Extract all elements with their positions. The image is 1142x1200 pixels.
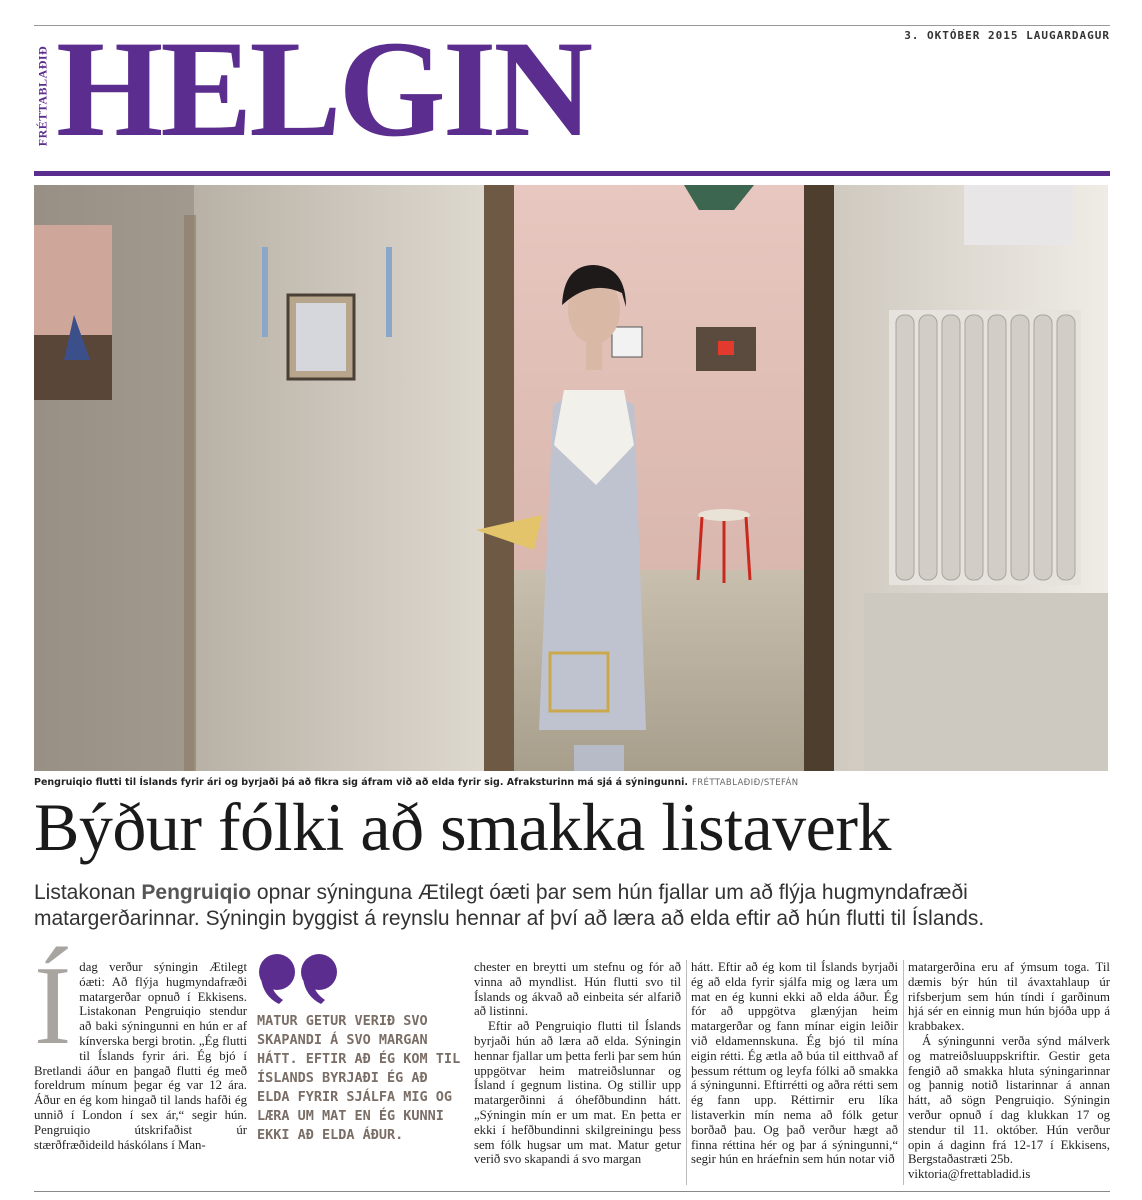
pull-quote-text: MATUR GETUR VERIÐ SVO SKAPANDI Á SVO MARGAN HÁTT. EFTIR AÐ ÉG KOM TIL ÍSLANDS BYRJAÐI ÉG AÐ ELDA FYRIR SJÁLFA MIG OG LÆRA UM MAT EN ÉG KUNNI EKKI AÐ ELDA ÁÐUR.: [257, 1013, 461, 1143]
vertical-brand: [30, 40, 56, 152]
bottom-rule: [34, 1191, 1110, 1192]
lede-prefix: Listakonan: [34, 881, 142, 904]
pull-quote: [257, 952, 465, 1145]
article-photo: [34, 185, 1108, 771]
body-column-5: [908, 960, 1110, 1182]
photo-illustration: [34, 185, 1108, 771]
issue-date: 3. OKTÓBER 2015 LAUGARDAGUR: [904, 29, 1110, 42]
drop-cap: Í: [34, 944, 72, 1068]
body-column-3: [474, 960, 681, 1167]
body-paragraph: Á sýningunni verða sýnd málverk og matreiðsluuppskriftir. Gestir geta fengið að smakka hluta sýningarinnar og þannig notið listarinnar á annan hátt, að sögn Pengruiqio. Sýningin verður opnuð í dag klukkan 17 og stendur til 11. október. Hún verður opin á daginn frá 12-17 í Ekkisens, Bergstaðastræti 25b.: [908, 1033, 1110, 1167]
photo-caption-text: Pengruiqio flutti til Íslands fyrir ári og byrjaði þá að fikra sig áfram við að elda fyrir sig. Afraksturinn má sjá á sýningunni.: [34, 777, 688, 788]
body-paragraph: chester en breytti um stefnu og fór að vinna að myndlist. Hún flutti svo til Íslands og ákvað að einbeita sér alfarið að listinni.: [474, 960, 681, 1019]
column-divider: [686, 960, 687, 1185]
masthead-title: HELGIN: [56, 12, 591, 165]
masthead-rule: [34, 171, 1110, 176]
vertical-brand-text: FRÉTTABLAÐIÐ: [35, 45, 50, 147]
body-column-4: [691, 960, 898, 1167]
column-divider: [903, 960, 904, 1185]
body-paragraph: Eftir að Pengruiqio flutti til Íslands byrjaði hún að læra að elda. Sýningin hennar fjallar um þetta ferli þar sem hún uppgötvar heim matreiðslunnar og Ísland í gegnum listina. Og stillir upp matargerðinni á óhefðbundinn hátt. „Sýningin mín er um mat. En þetta er ekki í hefðbundinni skilgreiningu þess sem fólk hugsar um mat. Matur getur verið svo skapandi á svo margan: [474, 1019, 681, 1167]
quote-marks-icon: [257, 952, 341, 1008]
body-column-1: [34, 944, 247, 1152]
lede-rest: opnar sýninguna Ætilegt óæti þar sem hún fjallar um að flýja hugmyndafræði matargerðarinnar. Sýningin byggist á reynslu hennar af því að læra að elda eftir að hún flutti til Íslands.: [34, 881, 985, 930]
lede-artist-name: Pengruiqio: [141, 881, 252, 904]
author-email: viktoria@frettabladid.is: [908, 1167, 1031, 1182]
article-headline: Býður fólki að smakka listaverk: [34, 789, 891, 865]
photo-caption: [34, 777, 1110, 788]
body-paragraph: dag verður sýningin Ætilegt óæti: Að flýja hugmyndafræði matargerðar opnuð í Ekkisens. Listakonan Pengruiqio stendur að baki sýningunni en hún er af kínverska bergi brotin. „Ég flutti til Íslands fyrir ári. Ég bjó í Bretlandi áður en þangað flutti ég með foreldrum mínum þegar ég var 12 ára. Áður en ég kom hingað til lands hafði ég unnið í London í sex ár,“ segir hún. Pengruiqio útskrifaðist úr stærðfræðideild háskólans í Man-: [34, 960, 247, 1152]
body-paragraph: matargerðina eru af ýmsum toga. Til dæmis býr hún til ávaxtahlaup úr rifsberjum sem hún tíndi í garðinum hjá sér en einnig mun hún bjóða upp á krabbakex.: [908, 960, 1110, 1034]
photo-credit: FRÉTTABLAÐIÐ/STEFÁN: [691, 778, 799, 788]
body-paragraph: hátt. Eftir að ég kom til Íslands byrjaði ég að elda fyrir sjálfa mig og læra um mat en ég kunni ekki að elda áður. Ég fór að uppgötva glænýjan heim matargerðar og fann mínar eigin leiðir við eldamennskuna. Ég bjó til mína eigin rétti. Ég ætla að búa til eitthvað af þessum réttum og leyfa fólki að smakka á sýningunni. Eftirrétti og aðra rétti sem ég fann upp. Réttirnir eru líka listaverkin mín nema að fólk getur borðað þau. Og það verður hægt að finna réttina hér og þar á sýningunni,“ segir hún en hráefnin sem hún notar við: [691, 960, 898, 1167]
article-lede: [34, 880, 1110, 932]
